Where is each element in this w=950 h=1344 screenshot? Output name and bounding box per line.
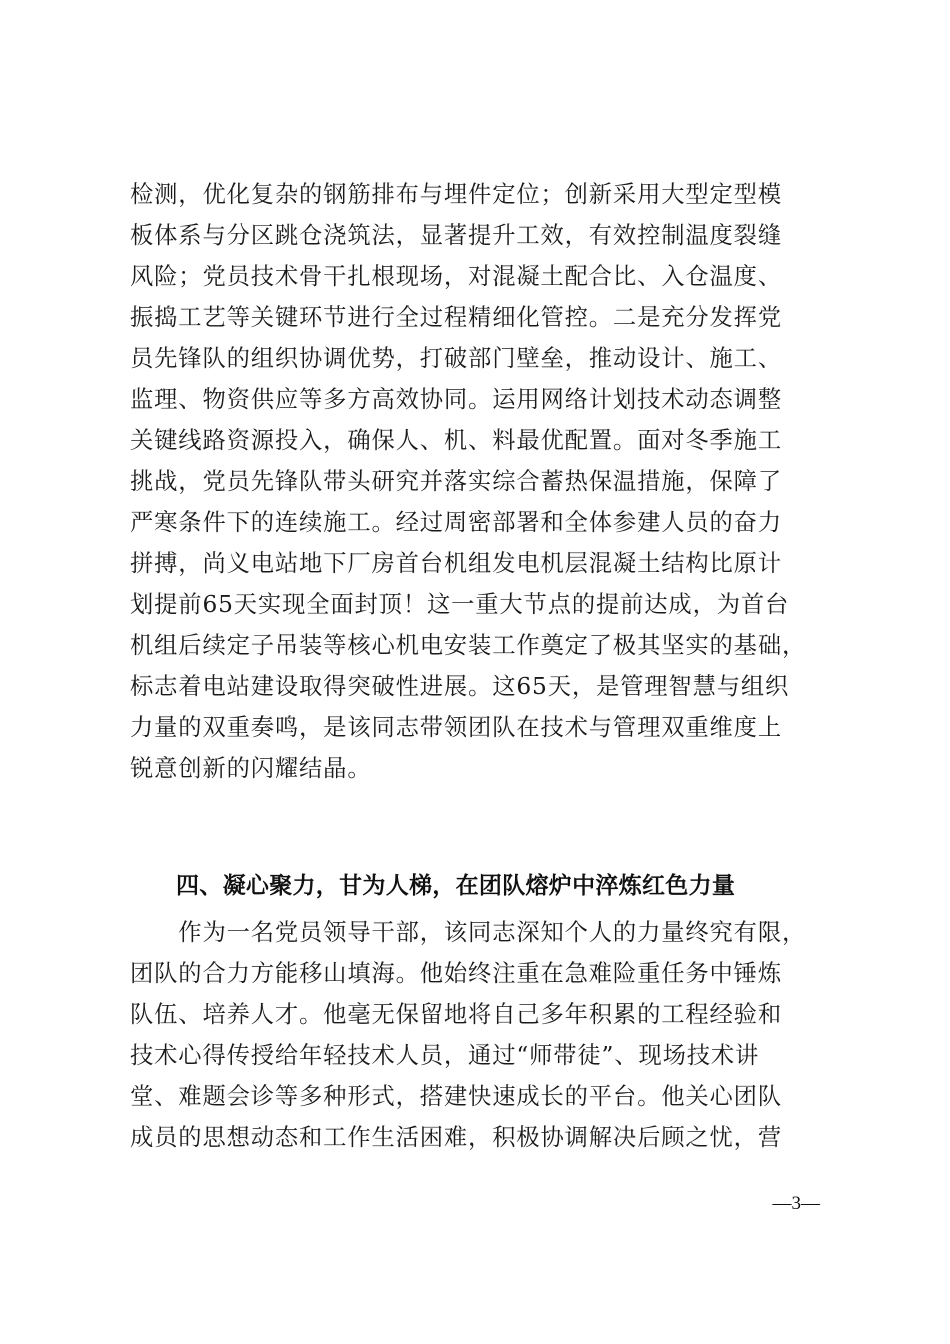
text-line: 作为一名党员领导干部，该同志深知个人的力量终究有限，: [130, 919, 807, 946]
text-line: 锐意创新的闪耀结晶。: [130, 755, 372, 782]
text-line: 标志着电站建设取得突破性进展。这65天，是管理智慧与组织: [130, 673, 790, 700]
text-line: 力量的双重奏鸣，是该同志带领团队在技术与管理双重维度上: [130, 714, 782, 741]
body-paragraph-1: [130, 174, 820, 789]
text-line: 技术心得传授给年轻技术人员，通过“师带徒”、现场技术讲: [130, 1042, 760, 1069]
text-line: 堂、难题会诊等多种形式，搭建快速成长的平台。他关心团队: [130, 1083, 782, 1110]
page-number: —3—: [772, 1193, 820, 1214]
text-line: 关键线路资源投入，确保人、机、料最优配置。面对冬季施工: [130, 427, 782, 454]
section-heading: 四、凝心聚力，甘为人梯，在团队熔炉中淬炼红色力量: [176, 873, 736, 899]
text-line: 团队的合力方能移山填海。他始终注重在急难险重任务中锤炼: [130, 960, 782, 987]
text-line: 检测，优化复杂的钢筋排布与埋件定位；创新采用大型定型模: [130, 181, 782, 208]
text-line: 振捣工艺等关键环节进行全过程精细化管控。二是充分发挥党: [130, 304, 782, 331]
text-line: 队伍、培养人才。他毫无保留地将自己多年积累的工程经验和: [130, 1001, 782, 1028]
text-line: 成员的思想动态和工作生活困难，积极协调解决后顾之忧，营: [130, 1124, 782, 1151]
text-line: 板体系与分区跳仓浇筑法，显著提升工效，有效控制温度裂缝: [130, 222, 782, 249]
text-line: 员先锋队的组织协调优势，打破部门壁垒，推动设计、施工、: [130, 345, 782, 372]
body-paragraph-2: [130, 912, 820, 1158]
text-line: 拼搏，尚义电站地下厂房首台机组发电机层混凝土结构比原计: [130, 550, 782, 577]
text-line: 机组后续定子吊装等核心机电安装工作奠定了极其坚实的基础，: [130, 632, 807, 659]
text-line: 风险；党员技术骨干扎根现场，对混凝土配合比、入仓温度、: [130, 263, 782, 290]
text-line: 挑战，党员先锋队带头研究并落实综合蓄热保温措施，保障了: [130, 468, 782, 495]
text-line: 严寒条件下的连续施工。经过周密部署和全体参建人员的奋力: [130, 509, 782, 536]
text-line: 监理、物资供应等多方高效协同。运用网络计划技术动态调整: [130, 386, 782, 413]
text-line: 划提前65天实现全面封顶！这一重大节点的提前达成，为首台: [130, 591, 790, 618]
